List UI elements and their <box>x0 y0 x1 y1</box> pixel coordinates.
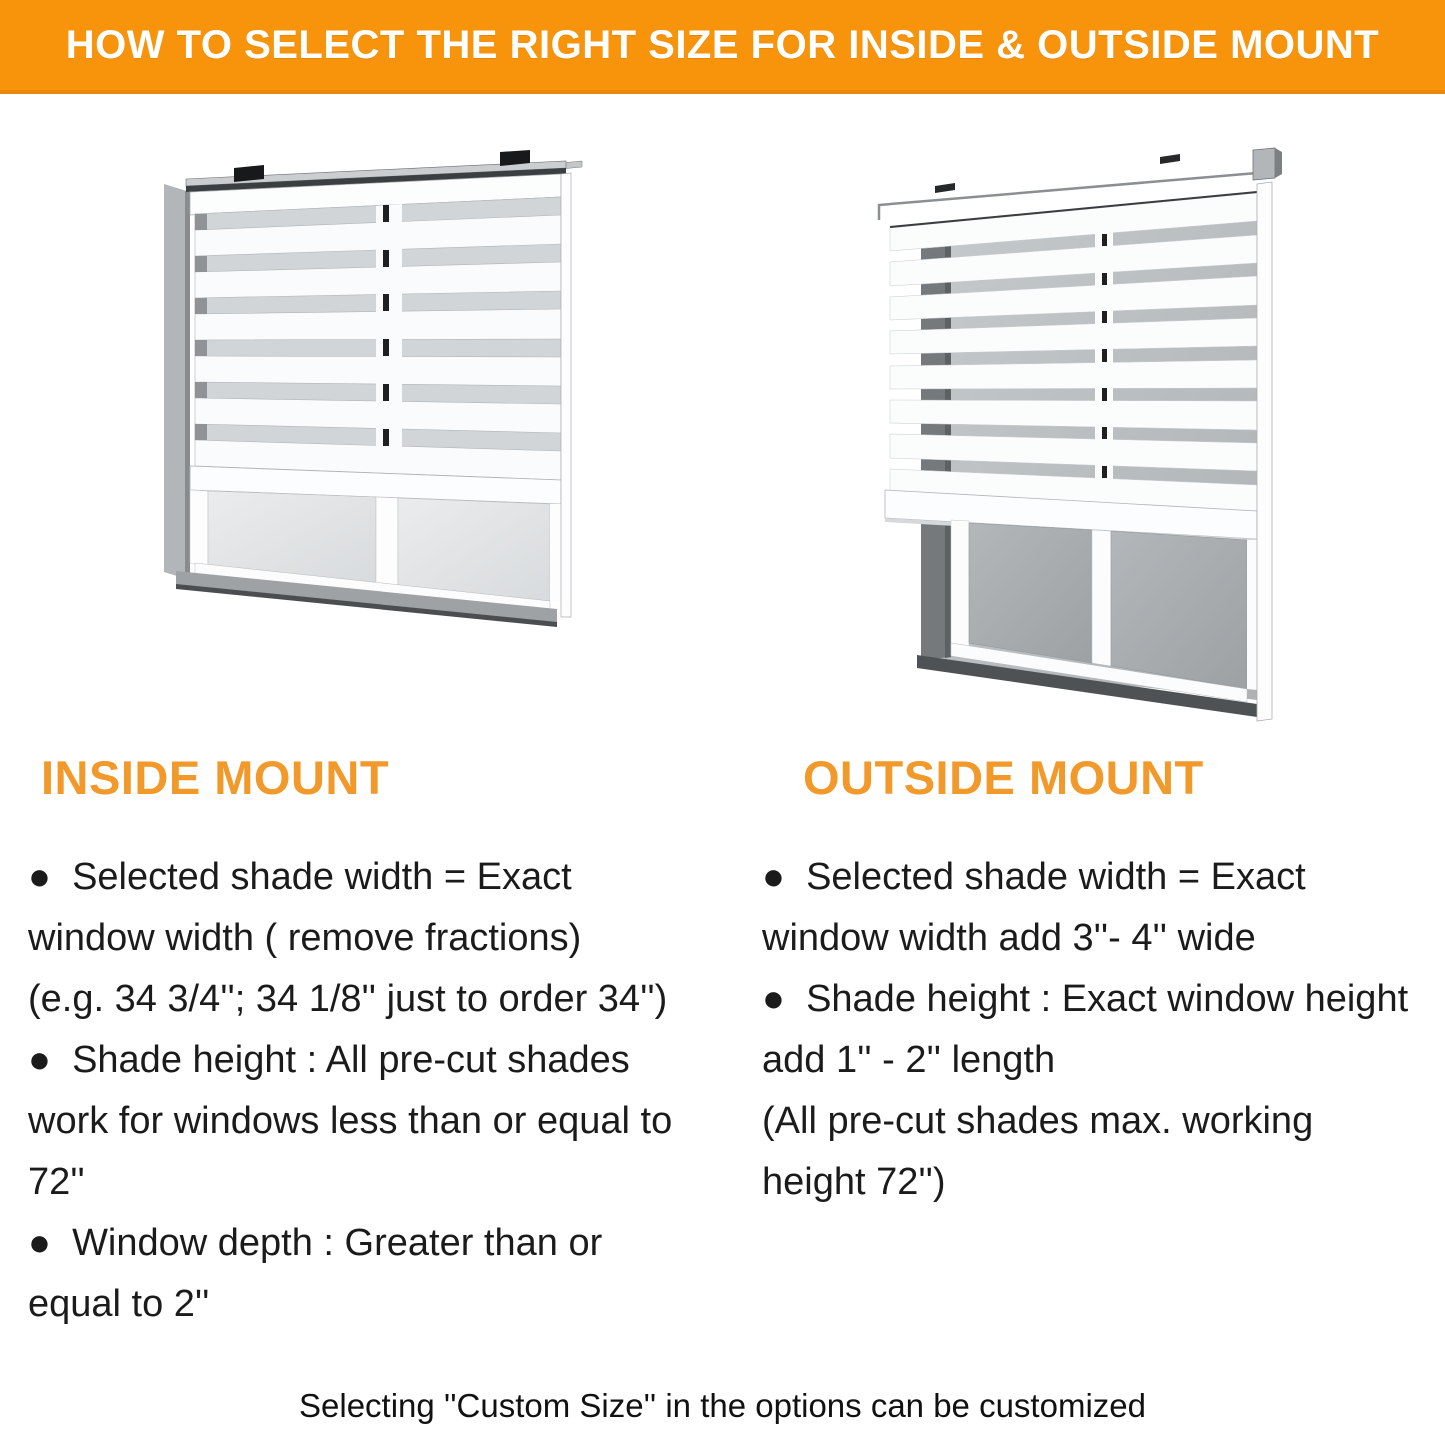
instruction-line: height 72'') <box>762 1161 946 1203</box>
instruction-line: ● Window depth : Greater than or <box>28 1222 603 1264</box>
instruction-line: (e.g. 34 3/4''; 34 1/8'' just to order 34'') <box>28 978 668 1020</box>
instruction-line: ● Selected shade width = Exact <box>28 856 572 898</box>
instruction-line: ● Shade height : All pre-cut shades <box>28 1039 630 1081</box>
inside-mount-window-illustration <box>150 150 650 710</box>
instruction-line: add 1'' - 2'' length <box>762 1039 1056 1081</box>
inside-mount-heading: INSIDE MOUNT <box>41 751 390 804</box>
instruction-line: window width ( remove fractions) <box>28 917 582 959</box>
outside-mount-heading: OUTSIDE MOUNT <box>803 751 1204 804</box>
instruction-line: (All pre-cut shades max. working <box>762 1100 1314 1142</box>
page-title: HOW TO SELECT THE RIGHT SIZE FOR INSIDE & OUTSIDE MOUNT <box>65 22 1380 67</box>
header-banner <box>0 0 1445 94</box>
instruction-line: work for windows less than or equal to <box>28 1100 673 1142</box>
custom-size-note: Selecting ''Custom Size'' in the options can be customized <box>299 1387 1146 1424</box>
instruction-line: ● Shade height : Exact window height <box>762 978 1409 1020</box>
instruction-line: equal to 2'' <box>28 1283 210 1325</box>
instruction-line: ● Selected shade width = Exact <box>762 856 1306 898</box>
inside-mount-instructions <box>28 847 718 1335</box>
instruction-line: window width add 3''- 4'' wide <box>762 917 1256 959</box>
outside-mount-window-illustration <box>855 140 1335 740</box>
instruction-line: 72'' <box>28 1161 85 1203</box>
outside-mount-instructions <box>762 847 1422 1213</box>
